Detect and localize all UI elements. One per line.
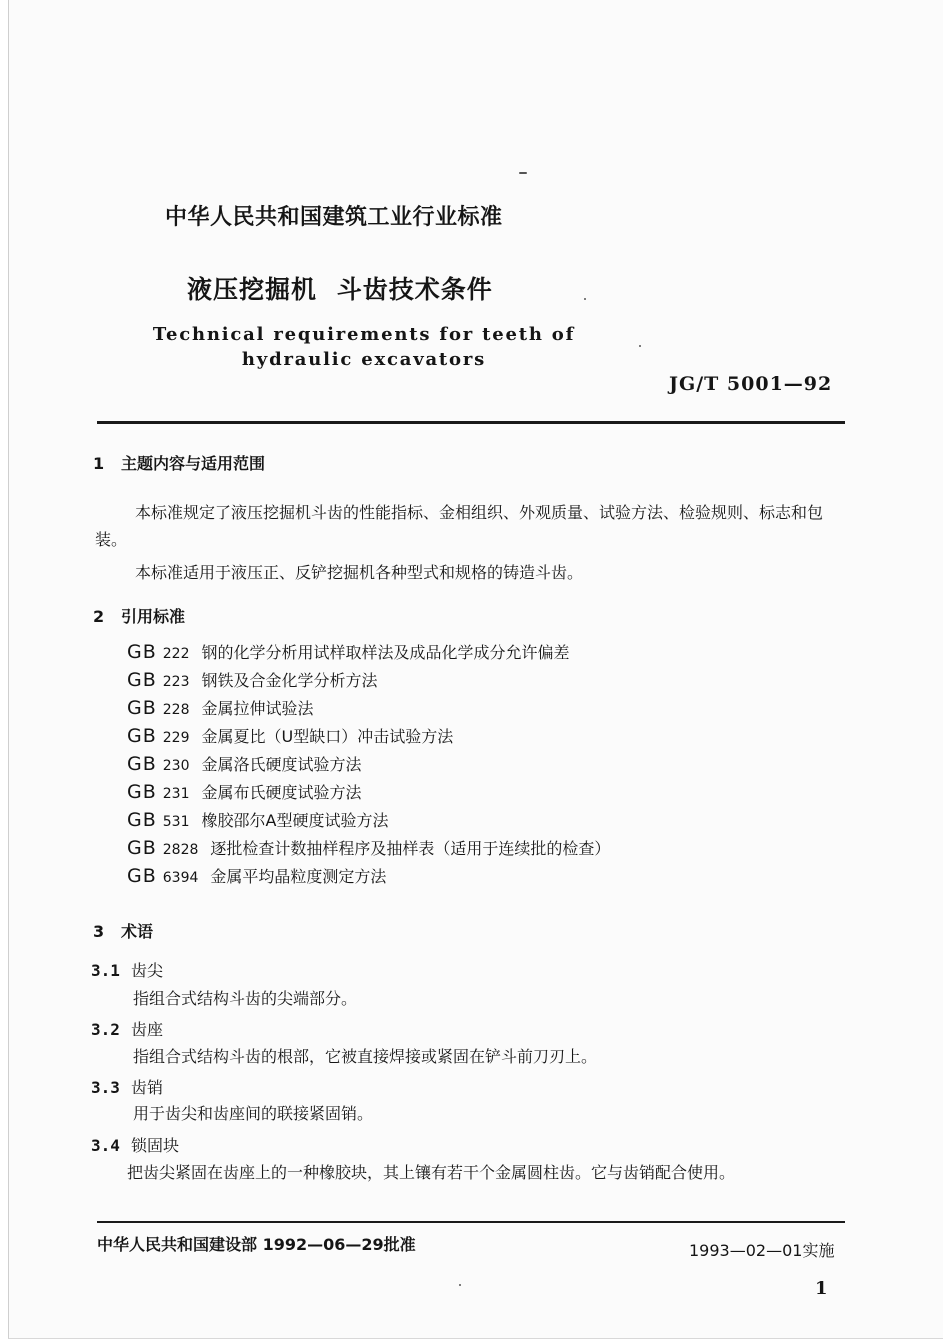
page-number: 1: [815, 1278, 828, 1299]
reference-item: GB 222 钢的化学分析用试样取样法及成品化学成分允许偏差: [127, 641, 570, 663]
effective-date: 1993—02—01实施: [689, 1241, 835, 1260]
section-title: 术语: [121, 922, 154, 941]
term-3-1: 3.1 齿尖: [91, 961, 164, 980]
approval-line: 中华人民共和国建设部 1992—06—29批准: [97, 1235, 416, 1254]
section-3-heading: [93, 919, 153, 942]
term-3-2-definition: 指组合式结构斗齿的根部，它被直接焊接或紧固在铲斗前刀刃上。: [133, 1047, 598, 1066]
reference-standards-list: [127, 640, 610, 892]
section-number: 3: [93, 922, 105, 941]
term-3-2: 3.2 齿座: [91, 1020, 164, 1039]
reference-item: GB 223 钢铁及合金化学分析方法: [127, 669, 378, 691]
document-title-chinese: 液压挖掘机 斗齿技术条件: [187, 275, 493, 304]
reference-item: GB 531 橡胶邵尔A型硬度试验方法: [127, 809, 389, 831]
term-3-1-definition: 指组合式结构斗齿的尖端部分。: [133, 989, 358, 1008]
scan-speck: [519, 172, 527, 174]
reference-item: GB 6394 金属平均晶粒度测定方法: [127, 865, 387, 887]
header-divider: [97, 421, 845, 424]
section-title: 引用标准: [121, 607, 186, 626]
footer-divider: [97, 1221, 845, 1223]
section-1-paragraph-2: 本标准适用于液压正、反铲挖掘机各种型式和规格的铸造斗齿。: [135, 563, 584, 582]
reference-item: GB 231 金属布氏硬度试验方法: [127, 781, 362, 803]
section-title: 主题内容与适用范围: [121, 454, 266, 473]
document-title-english: Technical requirements for teeth of hydraulic excavators: [152, 324, 576, 370]
document-page: [8, 0, 943, 1339]
term-3-3-definition: 用于齿尖和齿座间的联接紧固销。: [133, 1104, 374, 1123]
reference-item: GB 2828 逐批检查计数抽样程序及抽样表（适用于连续批的检查）: [127, 837, 611, 859]
section-1-paragraph-1: 本标准规定了液压挖掘机斗齿的性能指标、金相组织、外观质量、试验方法、检验规则、标志和包装。: [95, 503, 824, 549]
scan-speck: [584, 298, 586, 300]
reference-item: GB 230 金属洛氏硬度试验方法: [127, 753, 362, 775]
term-3-4: 3.4 锁固块: [91, 1136, 180, 1155]
term-3-3: 3.3 齿销: [91, 1078, 164, 1097]
section-number: 1: [93, 454, 105, 473]
section-1-heading: [93, 451, 265, 474]
standard-code: JG/T 5001—92: [669, 373, 833, 395]
section-2-heading: [93, 604, 185, 627]
section-number: 2: [93, 607, 105, 626]
reference-item: GB 229 金属夏比（U型缺口）冲击试验方法: [127, 725, 454, 747]
issuing-authority: 中华人民共和国建筑工业行业标准: [165, 205, 503, 230]
scan-speck: [459, 1284, 461, 1286]
term-3-4-definition: 把齿尖紧固在齿座上的一种橡胶块，其上镶有若干个金属圆柱齿。它与齿销配合使用。: [127, 1163, 736, 1182]
reference-item: GB 228 金属拉伸试验法: [127, 697, 314, 719]
scan-speck: [639, 345, 641, 347]
